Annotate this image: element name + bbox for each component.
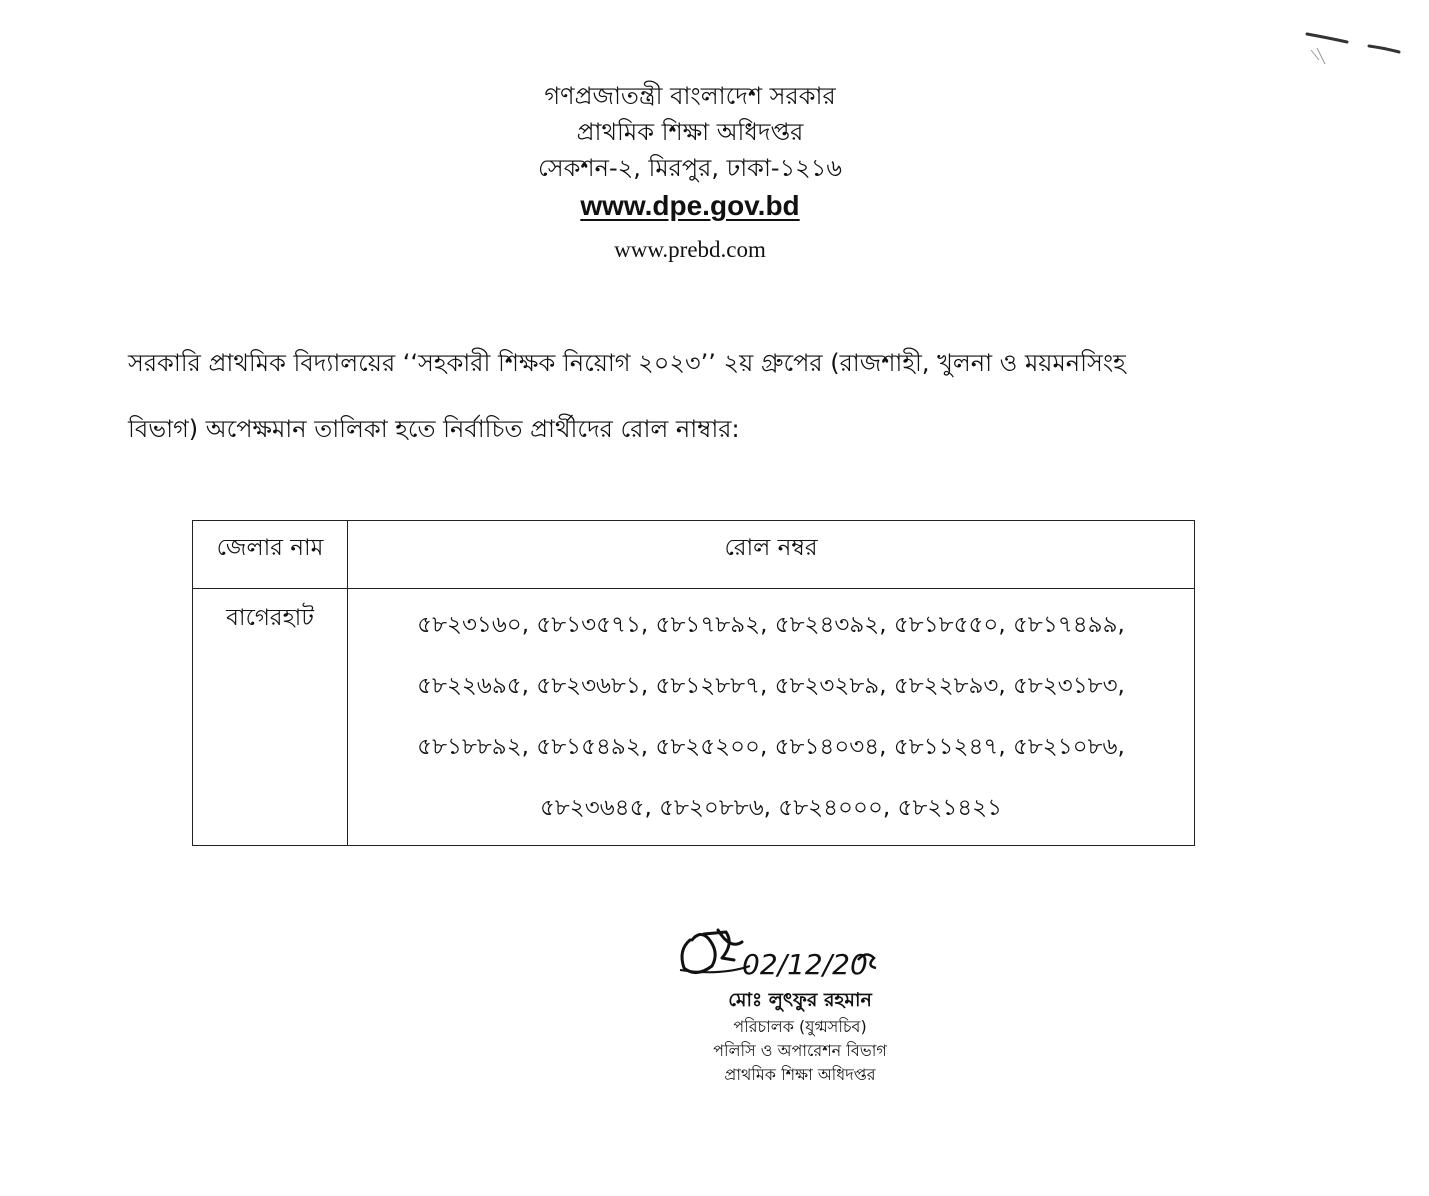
table-header-row [193, 521, 1195, 589]
roll-number-table [192, 520, 1195, 846]
notice-line-1: সরকারি প্রাথমিক বিদ্যালয়ের ‘‘সহকারী শিক্ষক নিয়োগ ২০২৩’’ ২য় গ্রুপের (রাজশাহী, খুলনা ও ময়মনসিংহ [128, 349, 1126, 377]
roll-line: ৫৮১৮৮৯২, ৫৮১৫৪৯২, ৫৮২৫২০০, ৫৮১৪০৩৪, ৫৮১১২৪৭, ৫৮২১০৮৬, [417, 734, 1125, 760]
roll-column-header: রোল নম্বর [348, 521, 1195, 589]
notice-text [128, 330, 1278, 462]
roll-line: ৫৮২৩১৬০, ৫৮১৩৫৭১, ৫৮১৭৮৯২, ৫৮২৪৩৯২, ৫৮১৮৫৫০, ৫৮১৭৪৯৯, [417, 612, 1125, 638]
signatory-office: প্রাথমিক শিক্ষা অধিদপ্তর [724, 1065, 876, 1084]
roll-line: ৫৮২২৬৯৫, ৫৮২৩৬৮১, ৫৮১২৮৮৭, ৫৮২৩২৮৯, ৫৮২২৮৯৩, ৫৮২৩১৮৩, [417, 673, 1125, 699]
svg-text:02/12/20: 02/12/20 [742, 948, 868, 981]
roll-line: ৫৮২৩৬৪৫, ৫৮২০৮৮৬, ৫৮২৪০০০, ৫৮২১৪২১ [539, 795, 1003, 821]
roll-numbers-cell [348, 589, 1195, 846]
website-secondary-link[interactable]: www.prebd.com [614, 237, 766, 262]
handwritten-signature [660, 920, 950, 990]
website-primary-link[interactable]: www.dpe.gov.bd [580, 190, 800, 221]
notice-line-2: বিভাগ) অপেক্ষমান তালিকা হতে নির্বাচিত প্রার্থীদের রোল নাম্বার: [128, 415, 740, 443]
signatory-division: পলিসি ও অপারেশন বিভাগ [713, 1041, 887, 1060]
government-name: গণপ্রজাতন্ত্রী বাংলাদেশ সরকার [544, 82, 836, 110]
signatory-designation: পরিচালক (যুগ্মসচিব) [733, 1017, 867, 1036]
table-row [193, 589, 1195, 846]
letterhead [0, 78, 1380, 266]
signatory-block [600, 985, 1000, 1087]
signatory-name: মোঃ লুৎফুর রহমান [728, 989, 872, 1011]
district-cell: বাগেরহাট [193, 589, 348, 846]
directorate-name: প্রাথমিক শিক্ষা অধিদপ্তর [576, 118, 804, 146]
scan-smudge-mark [1299, 20, 1419, 80]
office-address: সেকশন-২, মিরপুর, ঢাকা-১২১৬ [538, 154, 842, 182]
district-column-header: জেলার নাম [193, 521, 348, 589]
